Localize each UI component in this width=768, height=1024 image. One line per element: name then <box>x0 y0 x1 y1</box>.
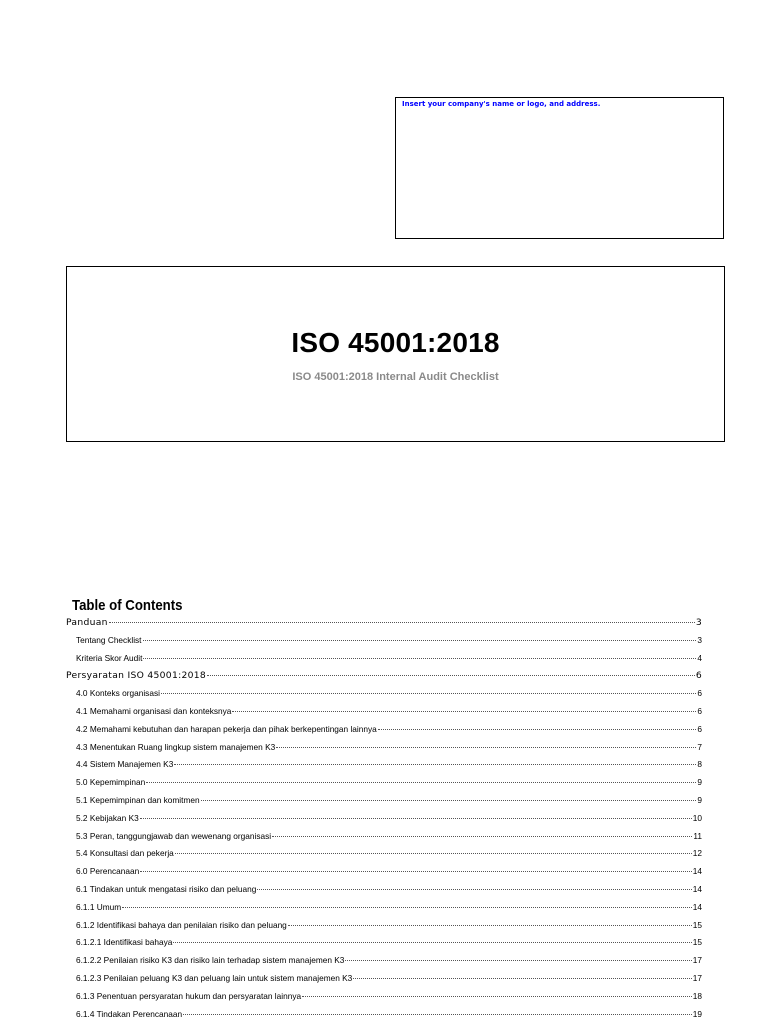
toc-entry[interactable] <box>66 703 702 721</box>
toc-entry[interactable] <box>66 774 702 792</box>
toc-entry-page: 10 <box>692 812 702 823</box>
toc-entry-label: 4.1 Memahami organisasi dan konteksnya <box>76 705 232 716</box>
cover-title-box <box>66 266 725 442</box>
toc-entry-page: 19 <box>692 1008 702 1019</box>
company-placeholder-text: Insert your company's name or logo, and address. <box>402 100 601 108</box>
toc-dot-leader <box>288 925 692 926</box>
toc-entry-page: 15 <box>692 937 702 948</box>
toc-entry-page: 3 <box>697 634 702 645</box>
toc-entry-label: 6.1.3 Penentuan persyaratan hukum dan persyaratan lainnya <box>76 990 302 1001</box>
toc-dot-leader <box>232 711 696 712</box>
toc-dot-leader <box>122 907 692 908</box>
toc-entry-page: 4 <box>697 652 702 663</box>
toc-entry-label: 6.1.1 Umum <box>76 901 122 912</box>
document-subtitle: ISO 45001:2018 Internal Audit Checklist <box>292 371 499 383</box>
toc-dot-leader <box>345 960 691 961</box>
toc-entry[interactable] <box>66 739 702 757</box>
toc-entry-label: 6.1 Tindakan untuk mengatasi risiko dan peluang <box>76 883 257 894</box>
toc-dot-leader <box>140 818 692 819</box>
toc-entry[interactable] <box>66 650 702 668</box>
toc-entry-page: 7 <box>697 741 702 752</box>
toc-entry-label: 4.0 Konteks organisasi <box>76 688 160 699</box>
table-of-contents <box>66 614 702 1023</box>
toc-entry-label: 4.2 Memahami kebutuhan dan harapan pekerja dan pihak berkepentingan lainnya <box>76 723 377 734</box>
toc-entry-page: 6 <box>697 688 702 699</box>
toc-entry-label: 6.1.2.1 Identifikasi bahaya <box>76 937 173 948</box>
toc-entry-page: 3 <box>695 617 702 628</box>
toc-entry[interactable] <box>66 792 702 810</box>
toc-entry[interactable] <box>66 756 702 774</box>
toc-entry-label: 6.1.4 Tindakan Perencanaan <box>76 1008 183 1019</box>
toc-dot-leader <box>353 978 691 979</box>
toc-dot-leader <box>109 622 695 623</box>
toc-dot-leader <box>140 871 692 872</box>
toc-entry[interactable] <box>66 667 702 685</box>
toc-entry-label: Kriteria Skor Audit <box>76 652 143 663</box>
toc-entry-label: 5.1 Kepemimpinan dan komitmen <box>76 794 200 805</box>
toc-entry[interactable] <box>66 863 702 881</box>
toc-dot-leader <box>302 996 692 997</box>
toc-dot-leader <box>174 764 696 765</box>
toc-entry-page: 14 <box>692 866 702 877</box>
toc-entry-label: Persyaratan ISO 45001:2018 <box>66 670 207 682</box>
toc-entry[interactable] <box>66 899 702 917</box>
toc-entry[interactable] <box>66 952 702 970</box>
toc-entry[interactable] <box>66 828 702 846</box>
toc-entry-page: 6 <box>697 705 702 716</box>
toc-entry-label: 5.2 Kebijakan K3 <box>76 812 139 823</box>
toc-dot-leader <box>272 836 692 837</box>
toc-entry-page: 17 <box>692 972 702 983</box>
toc-dot-leader <box>276 747 696 748</box>
toc-entry-label: 4.3 Menentukan Ruang lingkup sistem manajemen K3 <box>76 741 276 752</box>
toc-entry-label: Panduan <box>66 617 108 628</box>
toc-entry-page: 6 <box>695 670 702 682</box>
toc-entry-label: 6.1.2 Identifikasi bahaya dan penilaian risiko dan peluang <box>76 919 287 930</box>
toc-entry[interactable] <box>66 1006 702 1024</box>
toc-entry[interactable] <box>66 970 702 988</box>
toc-entry-label: Tentang Checklist <box>76 634 142 645</box>
toc-entry-page: 17 <box>692 955 702 966</box>
toc-heading: Table of Contents <box>72 597 183 614</box>
toc-entry-page: 14 <box>692 883 702 894</box>
toc-entry[interactable] <box>66 632 702 650</box>
toc-entry-label: 6.1.2.3 Penilaian peluang K3 dan peluang lain untuk sistem manajemen K3 <box>76 972 353 983</box>
toc-dot-leader <box>257 889 691 890</box>
toc-entry-page: 9 <box>697 777 702 788</box>
toc-entry-label: 6.1.2.2 Penilaian risiko K3 dan risiko lain terhadap sistem manajemen K3 <box>76 955 345 966</box>
toc-entry-page: 14 <box>692 901 702 912</box>
toc-entry[interactable] <box>66 917 702 935</box>
toc-dot-leader <box>201 800 697 801</box>
toc-entry[interactable] <box>66 988 702 1006</box>
toc-entry-page: 15 <box>692 919 702 930</box>
toc-dot-leader <box>146 782 696 783</box>
toc-entry[interactable] <box>66 721 702 739</box>
toc-entry[interactable] <box>66 810 702 828</box>
toc-entry[interactable] <box>66 934 702 952</box>
toc-entry-page: 8 <box>697 759 702 770</box>
toc-entry-page: 11 <box>693 830 702 841</box>
toc-entry[interactable] <box>66 881 702 899</box>
toc-entry-page: 9 <box>697 794 702 805</box>
toc-entry-label: 5.3 Peran, tanggungjawab dan wewenang organisasi <box>76 830 272 841</box>
toc-entry[interactable] <box>66 614 702 632</box>
toc-dot-leader <box>143 640 697 641</box>
toc-entry-page: 6 <box>697 723 702 734</box>
toc-dot-leader <box>183 1014 692 1015</box>
toc-entry-label: 6.0 Perencanaan <box>76 866 140 877</box>
toc-entry[interactable] <box>66 685 702 703</box>
toc-entry-page: 18 <box>692 990 702 1001</box>
toc-dot-leader <box>207 675 695 676</box>
toc-entry[interactable] <box>66 845 702 863</box>
toc-dot-leader <box>143 658 696 659</box>
toc-dot-leader <box>175 853 692 854</box>
company-info-box <box>395 97 724 239</box>
toc-dot-leader <box>173 942 691 943</box>
toc-entry-label: 4.4 Sistem Manajemen K3 <box>76 759 174 770</box>
toc-dot-leader <box>161 693 696 694</box>
toc-dot-leader <box>378 729 697 730</box>
toc-entry-label: 5.0 Kepemimpinan <box>76 777 146 788</box>
toc-entry-page: 12 <box>692 848 702 859</box>
document-title: ISO 45001:2018 <box>291 327 500 358</box>
toc-entry-label: 5.4 Konsultasi dan pekerja <box>76 848 174 859</box>
